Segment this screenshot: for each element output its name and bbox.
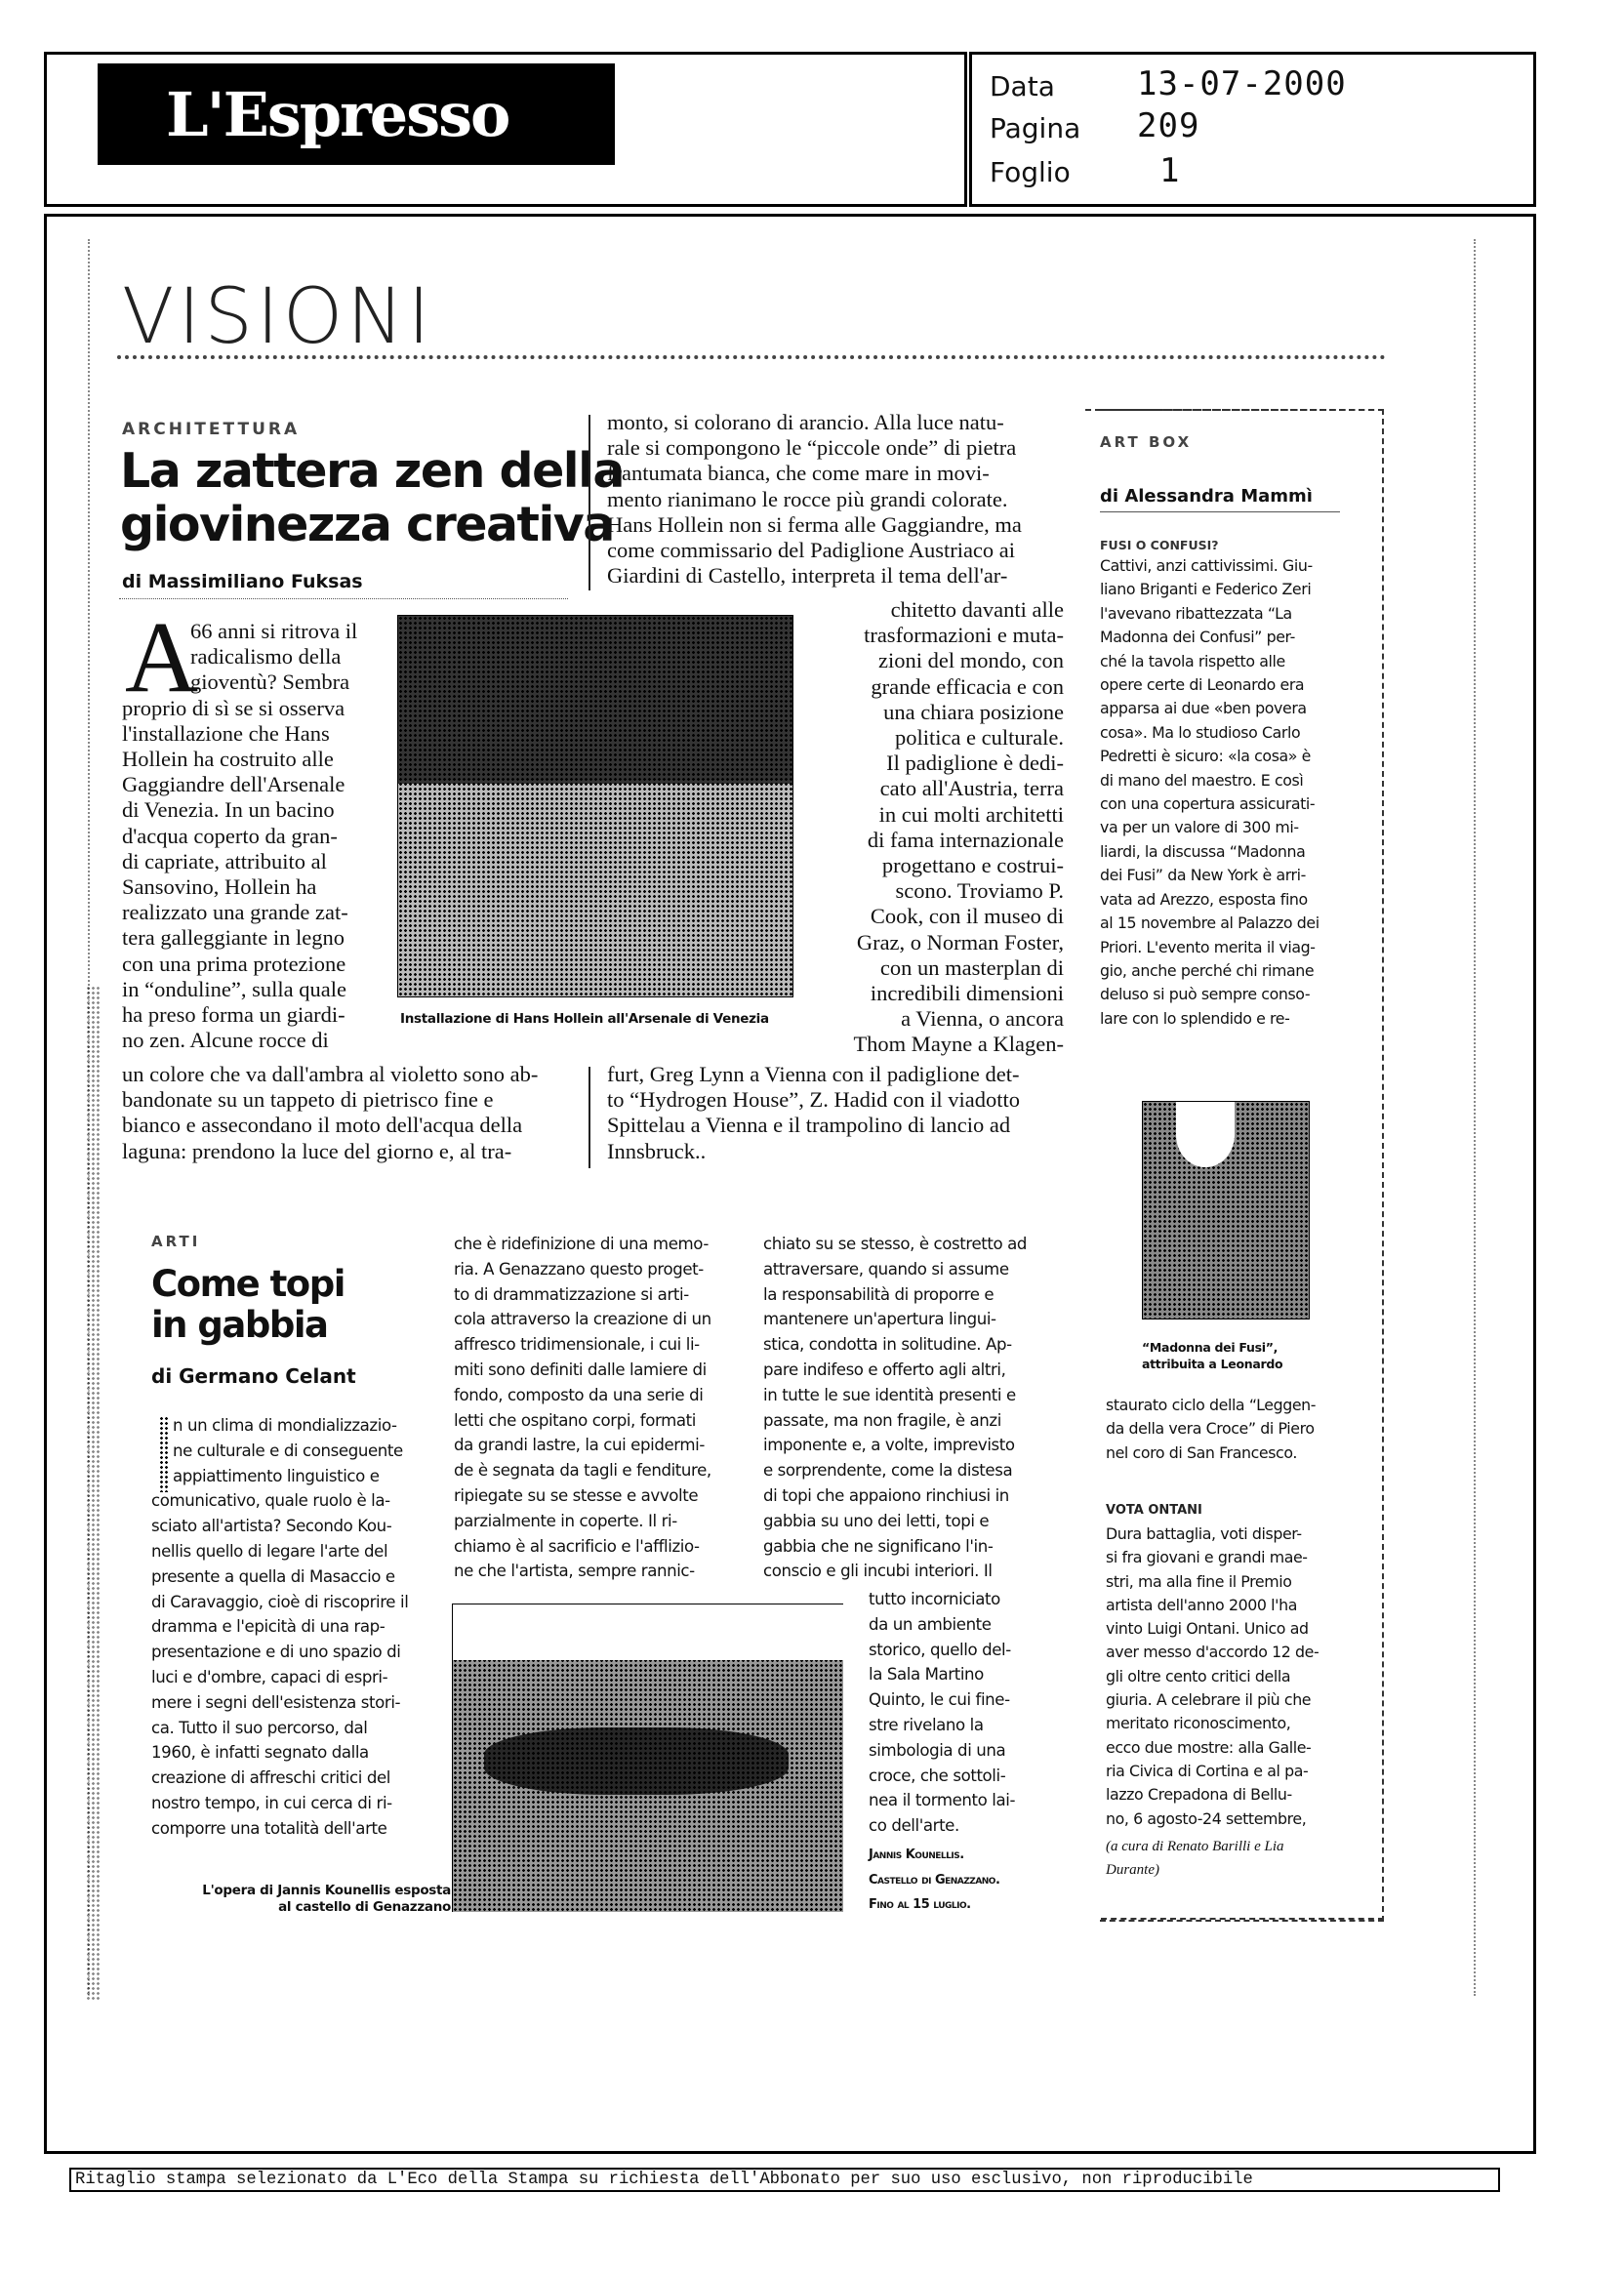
text-line: mantenere un'apertura lingui- bbox=[763, 1310, 996, 1329]
text-line: Cook, con il museo di bbox=[870, 904, 1064, 929]
text-line: ria. A Genazzano questo proget- bbox=[454, 1259, 704, 1279]
text-line: ripiegate su se stesse e avvolte bbox=[454, 1485, 699, 1505]
text-line: staurato ciclo della “Leggen- bbox=[1106, 1396, 1317, 1414]
text-line: come commissario del Padiglione Austriaco ai bbox=[607, 538, 1016, 563]
caption-line: al castello di Genazzano bbox=[278, 1899, 451, 1915]
text-line: Priori. L'evento merita il viag- bbox=[1100, 937, 1316, 956]
text-line: nel coro di San Francesco. bbox=[1106, 1442, 1297, 1462]
text-line: tutto incorniciato bbox=[869, 1590, 1000, 1608]
artbox-text-1-cont bbox=[1106, 1394, 1389, 1465]
text-line: gioventù? Sembra bbox=[190, 670, 350, 695]
text-line: chitetto davanti alle bbox=[890, 597, 1064, 622]
text-line: di fama internazionale bbox=[867, 827, 1064, 852]
page-gutter-shade bbox=[86, 986, 100, 2001]
text-line: presentazione e di uno spazio di bbox=[151, 1643, 401, 1662]
text-line: Cattivi, anzi cattivissimi. Giu- bbox=[1100, 556, 1313, 575]
text-line: e sorprendente, come la distesa bbox=[763, 1461, 1013, 1481]
article1-kicker: ARCHITETTURA bbox=[122, 420, 301, 439]
section-title: VISIONI bbox=[122, 273, 434, 361]
text-line: con un masterplan di bbox=[879, 954, 1064, 980]
text-line: chiamo è al sacrificio e l'afflizio- bbox=[454, 1536, 700, 1556]
text-line: apparsa ai due «ben povera bbox=[1100, 699, 1307, 718]
pagina-label: Pagina bbox=[990, 112, 1081, 144]
text-line: 66 anni si ritrova il bbox=[190, 619, 358, 643]
article2-byline: di Germano Celant bbox=[151, 1364, 356, 1388]
data-label: Data bbox=[990, 70, 1055, 102]
text-line: radicalismo della bbox=[190, 644, 342, 670]
article2-column3 bbox=[763, 1232, 1056, 1584]
text-line: gio, anche perché chi rimane bbox=[1100, 960, 1315, 980]
text-line: di capriate, attribuito al bbox=[122, 848, 327, 873]
text-line: ecco due mostre: alla Galle- bbox=[1106, 1737, 1312, 1757]
text-line: che è ridefinizione di una memo- bbox=[454, 1235, 709, 1253]
text-line: 1960, è infatti segnato dalla bbox=[151, 1743, 369, 1763]
caption-line: attribuita a Leonardo bbox=[1142, 1357, 1283, 1371]
logo-text: L'Espresso bbox=[166, 78, 509, 150]
text-line: lare con lo splendido e re- bbox=[1100, 1008, 1290, 1028]
text-line: fondo, composto da una serie di bbox=[454, 1385, 704, 1404]
text-line: incredibili dimensioni bbox=[870, 981, 1064, 1006]
text-line: una chiara posizione bbox=[883, 699, 1064, 724]
article2-headline bbox=[151, 1264, 345, 1346]
text-line: Sansovino, Hollein ha bbox=[122, 874, 317, 900]
text-line: Madonna dei Confusi” per- bbox=[1100, 628, 1295, 647]
text-line: letti che ospitano corpi, formati bbox=[454, 1410, 696, 1430]
text-line: creazione di affreschi critici del bbox=[151, 1768, 390, 1788]
text-line: nostro tempo, in cui cerca di ri- bbox=[151, 1793, 392, 1812]
text-line: Fino al 15 luglio. bbox=[869, 1897, 971, 1912]
text-line: ha preso forma un giardi- bbox=[122, 1002, 345, 1028]
exhibition-info bbox=[869, 1843, 999, 1918]
article1-column2-narrow bbox=[820, 597, 1064, 1058]
text-line: politica e culturale. bbox=[894, 725, 1064, 751]
text-line: parzialmente in coperte. Il ri- bbox=[454, 1511, 677, 1530]
text-line: miti sono definiti dalle lamiere di bbox=[454, 1360, 707, 1379]
text-line: la responsabilità di proporre e bbox=[763, 1284, 995, 1304]
article2-column1 bbox=[151, 1413, 444, 1842]
article1-headline bbox=[120, 444, 624, 551]
art-box-top-rule bbox=[1085, 409, 1384, 411]
text-line: de è segnata da tagli e fenditure, bbox=[454, 1461, 711, 1481]
kounellis-photo-caption bbox=[166, 1883, 451, 1916]
text-line: liano Briganti e Federico Zeri bbox=[1100, 580, 1312, 599]
text-line: rale si compongono le “piccole onde” di pietra bbox=[607, 435, 1017, 461]
text-line: ché la tavola rispetto alle bbox=[1100, 651, 1285, 670]
article1-byline: di Massimiliano Fuksas bbox=[122, 571, 363, 592]
text-line: Quinto, le cui fine- bbox=[869, 1690, 1010, 1710]
text-line: con una copertura assicurati- bbox=[1100, 794, 1316, 814]
text-line: ca. Tutto il suo percorso, dal bbox=[151, 1718, 368, 1737]
text-line: deluso si può sempre conso- bbox=[1100, 985, 1311, 1004]
article2-column2 bbox=[454, 1232, 747, 1584]
text-line: giuria. A celebrare il più che bbox=[1106, 1690, 1312, 1710]
text-line: pare indifeso e offerto agli altri, bbox=[763, 1360, 1006, 1379]
article1-column2-bottom bbox=[607, 1062, 1066, 1164]
text-line: lazzo Crepadona di Bellu- bbox=[1106, 1785, 1292, 1805]
text-line: d'acqua coperto da gran- bbox=[122, 823, 338, 848]
text-line: ria Civica di Cortina e al pa- bbox=[1106, 1761, 1309, 1780]
text-line: Spittelau a Vienna e il trampolino di lancio ad bbox=[607, 1113, 1011, 1138]
text-line: passate, ma non fragile, è anzi bbox=[763, 1410, 1001, 1430]
text-line: affresco tridimensionale, i cui li- bbox=[454, 1335, 700, 1355]
text-line: gabbia che ne significano l'in- bbox=[763, 1536, 994, 1556]
text-line: comporre una totalità dell'arte bbox=[151, 1818, 387, 1838]
drop-cap: A bbox=[125, 601, 199, 713]
text-line: meritato riconoscimento, bbox=[1106, 1714, 1291, 1733]
text-line: monto, si colorano di arancio. Alla luce natu- bbox=[607, 410, 1004, 434]
article1-column1 bbox=[122, 619, 376, 1053]
byline-rule bbox=[119, 598, 568, 599]
text-line: laguna: prendono la luce del giorno e, al tra- bbox=[122, 1138, 512, 1163]
text-line: bandonate su un tappeto di pietrisco fine e bbox=[122, 1087, 494, 1113]
text-line: Castello di Genazzano. bbox=[869, 1872, 1000, 1888]
caption-line: “Madonna dei Fusi”, bbox=[1142, 1340, 1279, 1355]
art-box-bottom-rule bbox=[1101, 1918, 1384, 1920]
text-line: no zen. Alcune rocce di bbox=[122, 1028, 329, 1053]
text-line: va per un valore di 300 mi- bbox=[1100, 818, 1299, 837]
text-line: to di drammatizzazione si arti- bbox=[454, 1284, 689, 1304]
kounellis-artwork-photo bbox=[452, 1604, 843, 1912]
text-line: gabbia su uno dei letti, topi e bbox=[763, 1511, 990, 1530]
text-line: con una prima protezione bbox=[122, 951, 346, 976]
text-line: (a cura di Renato Barilli e Lia bbox=[1106, 1839, 1284, 1854]
clipping-notice: Ritaglio stampa selezionato da L'Eco della Stampa su richiesta dell'Abbonato per suo uso esclusivo, non riproducibile bbox=[69, 2168, 1500, 2192]
text-line: da della vera Croce” di Piero bbox=[1106, 1419, 1315, 1439]
text-line: mere i segni dell'esistenza stori- bbox=[151, 1692, 401, 1712]
text-line: zioni del mondo, con bbox=[878, 648, 1064, 673]
text-line: artista dell'anno 2000 l'ha bbox=[1106, 1595, 1297, 1614]
lespresso-logo bbox=[98, 63, 615, 165]
text-line: Graz, o Norman Foster, bbox=[856, 929, 1064, 954]
text-line: da grandi lastre, la cui epidermi- bbox=[454, 1436, 705, 1455]
text-line: furt, Greg Lynn a Vienna con il padiglione det- bbox=[607, 1062, 1020, 1086]
text-line: al 15 novembre al Palazzo dei bbox=[1100, 914, 1320, 933]
text-line: in tutte le sue identità presenti e bbox=[763, 1385, 1016, 1404]
text-line: nellis quello di legare l'arte del bbox=[151, 1541, 388, 1561]
text-line: bianco e assecondano il moto dell'acqua della bbox=[122, 1113, 523, 1138]
text-line: opere certe di Leonardo era bbox=[1100, 675, 1305, 695]
foglio-value: 1 bbox=[1159, 151, 1181, 190]
column-rule bbox=[589, 415, 590, 590]
text-line: dei Fusi” da New York è arri- bbox=[1100, 866, 1306, 885]
madonna-photo-caption bbox=[1142, 1339, 1282, 1372]
text-line: comunicativo, quale ruolo è la- bbox=[151, 1491, 390, 1511]
text-line: grande efficacia e con bbox=[871, 673, 1064, 699]
photo-caption: Installazione di Hans Hollein all'Arsenale di Venezia bbox=[400, 1011, 769, 1027]
text-line: simbologia di una bbox=[869, 1740, 1006, 1760]
text-line: l'installazione che Hans bbox=[122, 720, 330, 746]
text-line: vinto Luigi Ontani. Unico ad bbox=[1106, 1619, 1309, 1639]
article1-column1-wide bbox=[122, 1062, 581, 1164]
artbox-byline: di Alessandra Mammì bbox=[1100, 486, 1313, 507]
text-line: Il padiglione è dedi- bbox=[886, 751, 1064, 776]
headline-line: in gabbia bbox=[151, 1304, 328, 1346]
page-edge-right bbox=[1474, 239, 1476, 1996]
text-line: sciato all'artista? Secondo Kou- bbox=[151, 1517, 392, 1536]
text-line: di topi che appaiono rinchiusi in bbox=[763, 1485, 1009, 1505]
text-line: Durante) bbox=[1106, 1862, 1159, 1878]
pagina-value: 209 bbox=[1137, 106, 1200, 145]
text-line: realizzato una grande zat- bbox=[122, 900, 348, 925]
text-line: Pedretti è sicuro: «la cosa» è bbox=[1100, 747, 1312, 766]
text-line: di Caravaggio, cioè di riscoprire il bbox=[151, 1592, 409, 1611]
artbox-text-1 bbox=[1100, 554, 1383, 1031]
text-line: storico, quello del- bbox=[869, 1640, 1011, 1659]
artbox-text-2 bbox=[1106, 1523, 1389, 1831]
text-line: appiattimento linguistico e bbox=[173, 1466, 380, 1485]
artbox-byline-rule bbox=[1100, 511, 1340, 512]
text-line: no, 6 agosto-24 settembre, bbox=[1106, 1808, 1307, 1828]
headline-line: giovinezza creativa bbox=[120, 497, 614, 552]
article1-column2-top bbox=[607, 410, 1066, 589]
text-line: Hans Hollein non si ferma alle Gaggiandre, ma bbox=[607, 511, 1022, 537]
text-line: progettano e costrui- bbox=[881, 853, 1064, 878]
artbox-subhead-2: VOTA ONTANI bbox=[1106, 1503, 1202, 1518]
text-line: proprio di sì se si osserva bbox=[122, 695, 345, 720]
text-line: conscio e gli incubi interiori. Il bbox=[763, 1562, 993, 1581]
caption-line: L'opera di Jannis Kounellis esposta bbox=[202, 1883, 451, 1898]
text-line: trasformazioni e muta- bbox=[864, 623, 1064, 648]
text-line: gli oltre cento critici della bbox=[1106, 1666, 1291, 1685]
text-line: Gaggiandre dell'Arsenale bbox=[122, 772, 345, 797]
text-line: nea il tormento lai- bbox=[869, 1791, 1016, 1810]
text-line: da un ambiente bbox=[869, 1614, 992, 1634]
article2-column3-narrow bbox=[869, 1587, 1054, 1839]
text-line: presente a quella di Masaccio e bbox=[151, 1566, 395, 1586]
text-line: Hollein ha costruito alle bbox=[122, 747, 334, 772]
text-line: in “onduline”, sulla quale bbox=[122, 976, 346, 1001]
data-value: 13-07-2000 bbox=[1137, 64, 1347, 103]
text-line: n un clima di mondializzazio- bbox=[173, 1416, 397, 1435]
column-rule bbox=[589, 1067, 590, 1168]
text-line: cola attraverso la creazione di un bbox=[454, 1310, 711, 1329]
foglio-label: Foglio bbox=[990, 156, 1071, 188]
text-line: vata ad Arezzo, esposta fino bbox=[1100, 889, 1308, 909]
text-line: l'avevano ribattezzata “La bbox=[1100, 603, 1292, 623]
artbox-subhead-1: FUSI O CONFUSI? bbox=[1100, 538, 1219, 552]
text-line: mento rianimano le rocce più grandi colorate. bbox=[607, 486, 1008, 511]
text-line: croce, che sottoli- bbox=[869, 1766, 1006, 1785]
text-line: in cui molti architetti bbox=[878, 801, 1064, 827]
text-line: la Sala Martino bbox=[869, 1665, 984, 1685]
hollein-installation-photo bbox=[397, 615, 793, 997]
text-line: stri, ma alla fine il Premio bbox=[1106, 1571, 1292, 1591]
text-line: ne che l'artista, sempre rannic- bbox=[454, 1562, 695, 1581]
text-line: Innsbruck.. bbox=[607, 1138, 707, 1163]
text-line: Jannis Kounellis. bbox=[869, 1848, 964, 1862]
text-line: a Vienna, o ancora bbox=[901, 1006, 1064, 1032]
text-line: di mano del maestro. E così bbox=[1100, 770, 1304, 790]
text-line: Dura battaglia, voti disper- bbox=[1106, 1524, 1302, 1543]
text-line: di Venezia. In un bacino bbox=[122, 797, 335, 823]
headline-line: Come topi bbox=[151, 1263, 345, 1305]
text-line: attraversare, quando si assume bbox=[763, 1259, 1009, 1279]
text-line: frantumata bianca, che come mare in movi- bbox=[607, 461, 990, 486]
text-line: imponente e, a volte, imprevisto bbox=[763, 1436, 1015, 1455]
artbox-kicker: ART BOX bbox=[1100, 433, 1193, 451]
artbox-credit bbox=[1106, 1835, 1389, 1882]
text-line: dramma e l'epicità di una rap- bbox=[151, 1617, 386, 1637]
text-line: co dell'arte. bbox=[869, 1816, 959, 1836]
text-line: liardi, la discussa “Madonna bbox=[1100, 841, 1306, 861]
text-line: stre rivelano la bbox=[869, 1715, 984, 1734]
madonna-dei-fusi-photo bbox=[1142, 1101, 1310, 1320]
text-line: cato all'Austria, terra bbox=[879, 776, 1064, 801]
text-line: luci e d'ombre, capaci di espri- bbox=[151, 1667, 388, 1686]
text-line: Giardini di Castello, interpreta il tema dell'ar- bbox=[607, 563, 1008, 589]
text-line: to “Hydrogen House”, Z. Hadid con il viadotto bbox=[607, 1087, 1021, 1113]
text-line: cosa». Ma lo studioso Carlo bbox=[1100, 722, 1301, 742]
text-line: si fra giovani e grandi mae- bbox=[1106, 1548, 1308, 1567]
headline-line: La zattera zen della bbox=[120, 443, 624, 499]
text-line: Thom Mayne a Klagen- bbox=[853, 1032, 1064, 1057]
text-line: aver messo d'accordo 12 de- bbox=[1106, 1643, 1320, 1662]
text-line: ne culturale e di conseguente bbox=[173, 1441, 403, 1460]
section-rule bbox=[117, 355, 1386, 359]
text-line: stica, condotta in solitudine. Ap- bbox=[763, 1335, 1012, 1355]
text-line: un colore che va dall'ambra al violetto sono ab- bbox=[122, 1062, 539, 1086]
text-line: chiato su se stesso, è costretto ad bbox=[763, 1235, 1027, 1253]
article2-kicker: ARTI bbox=[151, 1233, 201, 1250]
text-line: scono. Troviamo P. bbox=[895, 878, 1064, 904]
text-line: tera galleggiante in legno bbox=[122, 925, 345, 951]
